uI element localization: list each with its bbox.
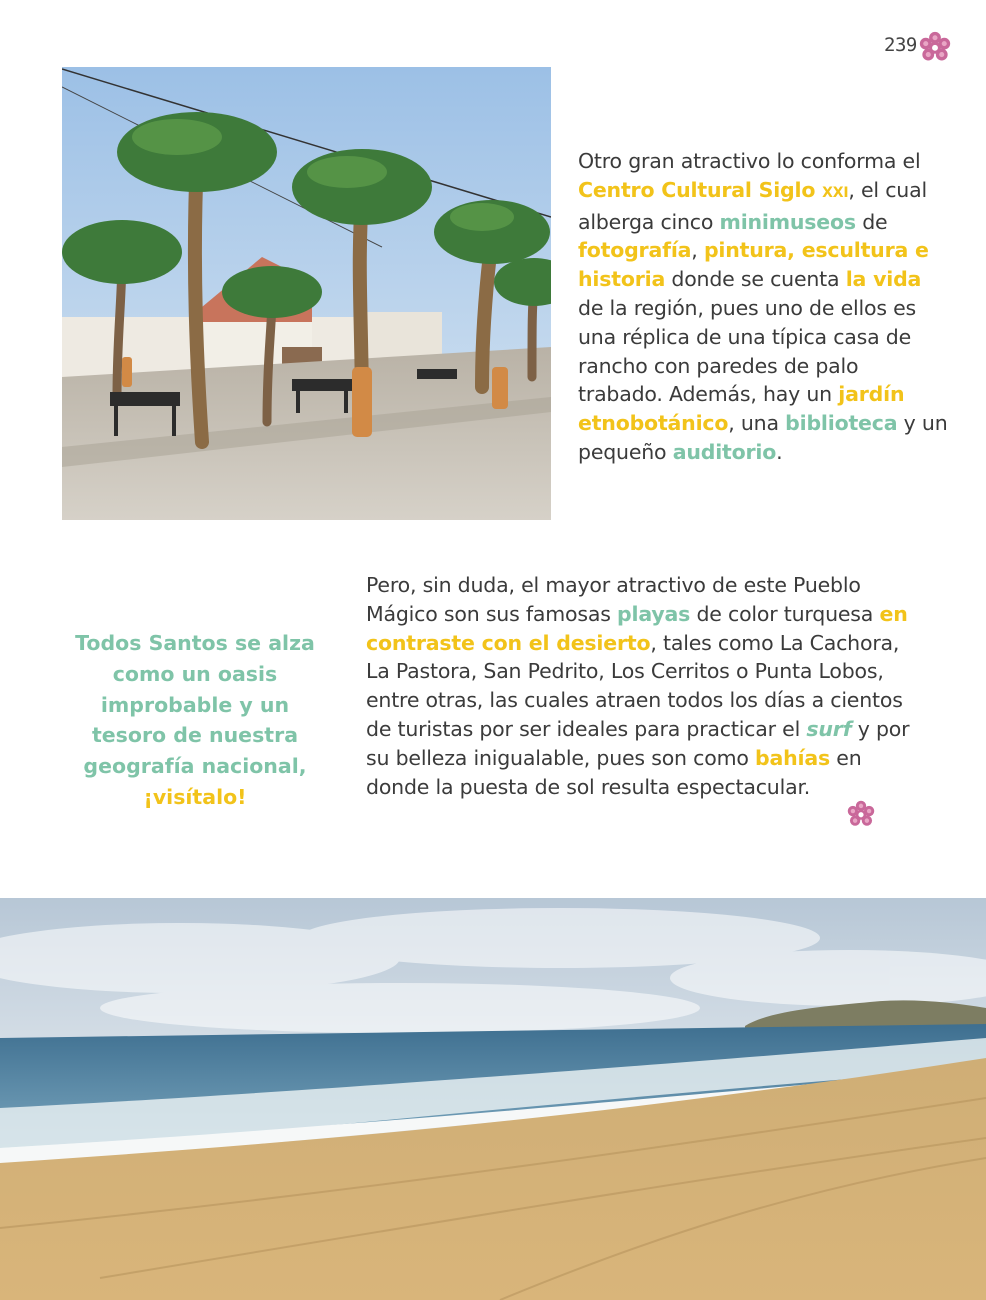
highlight-la-vida: la vida bbox=[845, 267, 922, 292]
paragraph-centro-cultural: Otro gran atractivo lo conforma el Centro Cultural Siglo XXI, el cual alberga cinco minimuseos de fotografía, pintura, escultura e historia donde se cuenta la vida de la región, pues uno de ellos es una réplica de una típica casa de rancho con paredes de palo trabado. Además, hay un jardín etnobotánico, una biblioteca y un pequeño auditorio. bbox=[578, 149, 948, 464]
beach-photo bbox=[0, 898, 986, 1300]
highlight-centro-cultural: Centro Cultural Siglo bbox=[578, 177, 823, 202]
highlight-surf: surf bbox=[806, 716, 852, 741]
bougainvillea-flower-icon bbox=[918, 31, 952, 63]
highlight-bahias: bahías bbox=[755, 745, 830, 770]
pull-quote-text: Todos Santos se alza como un oasis improbable y un tesoro de nuestra geografía nacional, bbox=[75, 631, 315, 779]
highlight-biblioteca: biblioteca bbox=[785, 411, 898, 436]
highlight-contraste: en contraste con el desierto bbox=[366, 601, 908, 655]
bougainvillea-flower-icon bbox=[846, 800, 876, 828]
highlight-jardin: jardín etnobotánico bbox=[578, 382, 905, 436]
pull-quote-cta: ¡visítalo! bbox=[143, 784, 247, 809]
plaza-photo bbox=[62, 67, 551, 520]
highlight-auditorio: auditorio bbox=[672, 439, 777, 464]
highlight-fotografia: fotografía bbox=[578, 238, 692, 263]
highlight-minimuseos: minimuseos bbox=[719, 209, 856, 234]
highlight-arts: pintura, escultura e historia bbox=[578, 238, 929, 292]
highlight-century: XXI bbox=[822, 184, 849, 201]
paragraph-playas: Pero, sin duda, el mayor atractivo de este Pueblo Mágico son sus famosas playas de color turquesa en contraste con el desierto, tales como La Cachora, La Pastora, San Pedrito, Los Cerritos o Punta Lobos, entre otras, las cuales atraen todos los días a cientos de turistas por ser ideales para practicar el surf y por su belleza inigualable, pues son como bahías en donde la puesta de sol resulta espectacular. bbox=[366, 573, 910, 799]
page-number: 239 bbox=[884, 34, 917, 56]
pull-quote bbox=[70, 628, 320, 813]
highlight-playas: playas bbox=[617, 601, 691, 626]
